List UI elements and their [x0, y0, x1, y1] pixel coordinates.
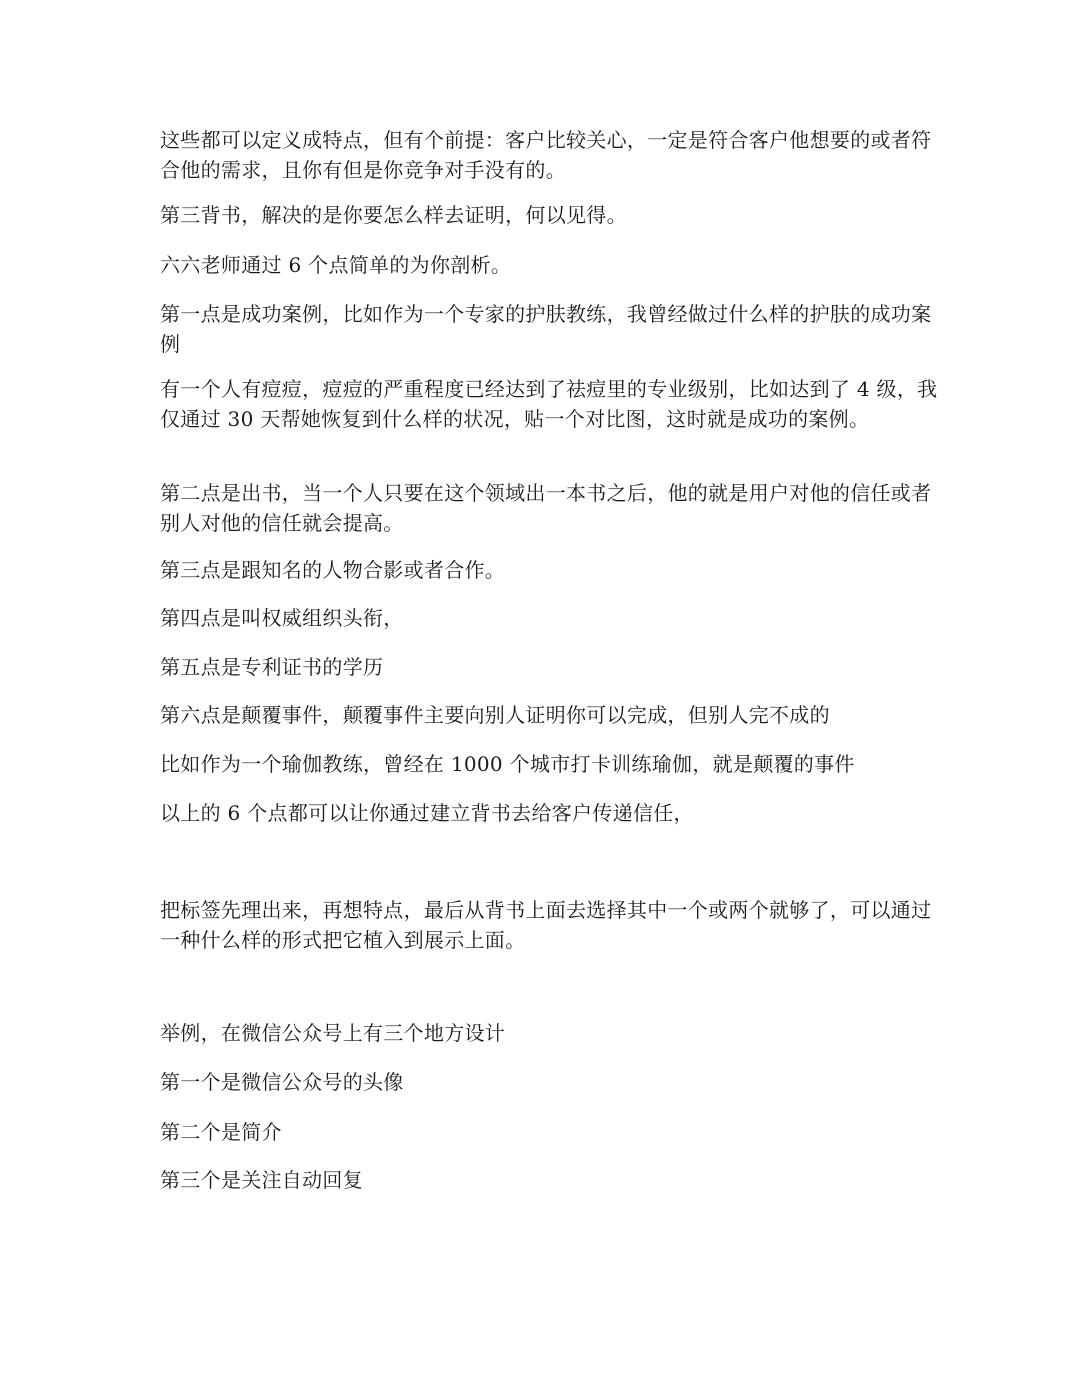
- paragraph-6: 第二点是出书，当一个人只要在这个领域出一本书之后，他的就是用户对他的信任或者别人对他的信任就会提高。: [160, 481, 932, 535]
- paragraph-7: 第三点是跟知名的人物合影或者合作。: [160, 558, 506, 582]
- paragraph-1: 这些都可以定义成特点，但有个前提：客户比较关心，一定是符合客户他想要的或者符合他的需求，且你有但是你竞争对手没有的。: [160, 128, 932, 182]
- paragraph-14: 举例，在微信公众号上有三个地方设计: [160, 1021, 506, 1045]
- paragraph-5: 有一个人有痘痘，痘痘的严重程度已经达到了祛痘里的专业级别，比如达到了 4 级，我仅通过 30 天帮她恢复到什么样的状况，贴一个对比图，这时就是成功的案例。: [160, 377, 938, 431]
- paragraph-3: 六六老师通过 6 个点简单的为你剖析。: [160, 253, 512, 277]
- paragraph-16: 第二个是简介: [160, 1120, 282, 1144]
- paragraph-11: 比如作为一个瑜伽教练，曾经在 1000 个城市打卡训练瑜伽，就是颠覆的事件: [160, 752, 855, 776]
- paragraph-12: 以上的 6 个点都可以让你通过建立背书去给客户传递信任，: [160, 801, 694, 825]
- paragraph-10: 第六点是颠覆事件，颠覆事件主要向别人证明你可以完成，但别人完不成的: [160, 703, 830, 727]
- paragraph-8: 第四点是叫权威组织头衔，: [160, 606, 404, 630]
- paragraph-15: 第一个是微信公众号的头像: [160, 1070, 404, 1094]
- paragraph-2: 第三背书，解决的是你要怎么样去证明，何以见得。: [160, 203, 627, 227]
- paragraph-13: 把标签先理出来，再想特点，最后从背书上面去选择其中一个或两个就够了，可以通过一种什么样的形式把它植入到展示上面。: [160, 898, 932, 952]
- paragraph-9: 第五点是专利证书的学历: [160, 655, 384, 679]
- paragraph-17: 第三个是关注自动回复: [160, 1168, 363, 1192]
- paragraph-4: 第一点是成功案例，比如作为一个专家的护肤教练，我曾经做过什么样的护肤的成功案例: [160, 302, 932, 356]
